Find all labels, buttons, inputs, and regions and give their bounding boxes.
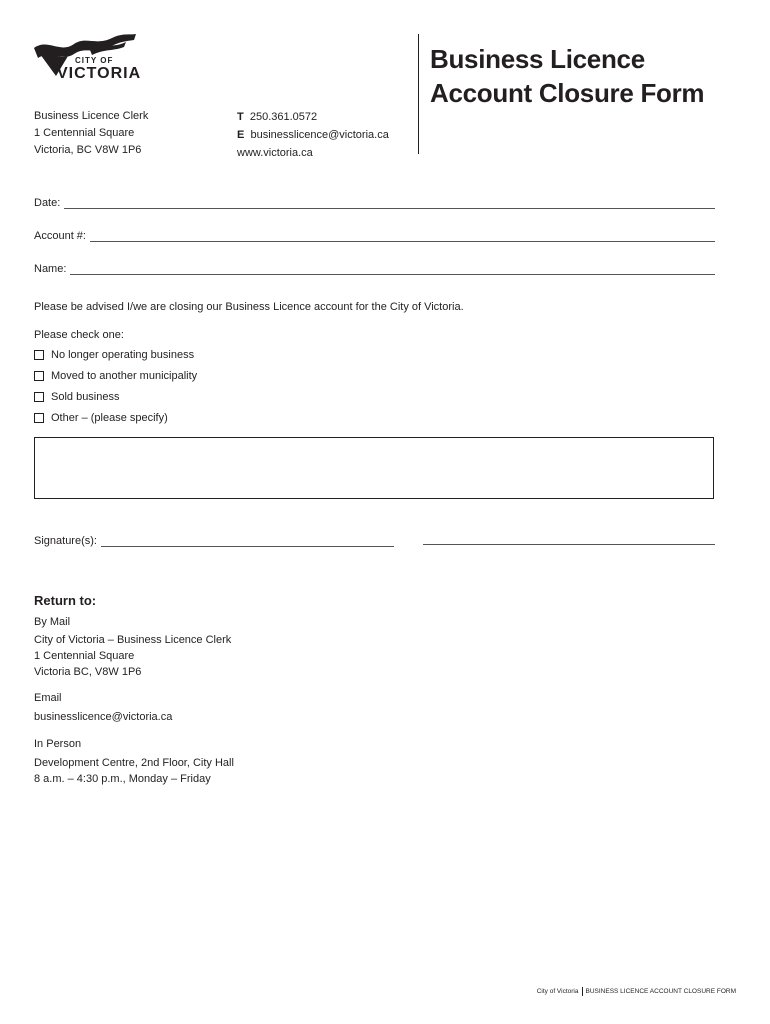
return-email[interactable]: businesslicence@victoria.ca <box>34 711 173 723</box>
email-label: E <box>237 129 245 141</box>
mail-line: Victoria BC, V8W 1P6 <box>34 666 142 678</box>
option-label: Other – (please specify) <box>51 412 168 424</box>
logo-text-victoria: VICTORIA <box>57 65 142 82</box>
option-label: No longer operating business <box>51 349 195 361</box>
account-input-line[interactable] <box>90 232 715 242</box>
footer-separator <box>582 987 583 996</box>
form-title <box>430 42 704 110</box>
signature-line-1[interactable] <box>101 537 394 547</box>
check-prompt: Please check one: <box>34 329 124 341</box>
option-moved[interactable] <box>34 370 197 382</box>
phone-label: T <box>237 111 244 123</box>
office-line: Victoria, BC V8W 1P6 <box>34 144 142 156</box>
form-title-line: Account Closure Form <box>430 78 705 108</box>
phone-number: 250.361.0572 <box>249 111 318 123</box>
footer-form-name: BUSINESS LICENCE ACCOUNT CLOSURE FORM <box>585 988 736 995</box>
email-row <box>237 126 389 144</box>
date-label: Date: <box>34 197 61 209</box>
account-field[interactable] <box>34 230 715 242</box>
logo-text-city-of: CITY OF <box>75 56 114 65</box>
checkbox[interactable] <box>34 413 44 423</box>
name-input-line[interactable] <box>70 265 715 275</box>
form-title-line: Business Licence <box>430 44 645 74</box>
header-divider <box>418 34 419 154</box>
page-footer <box>537 987 736 996</box>
checkbox[interactable] <box>34 371 44 381</box>
return-heading: Return to: <box>34 593 97 608</box>
option-no-longer-operating[interactable] <box>34 349 194 361</box>
option-label: Sold business <box>51 391 120 403</box>
mail-line: 1 Centennial Square <box>34 650 135 662</box>
office-address <box>34 108 148 159</box>
checkbox[interactable] <box>34 350 44 360</box>
option-label: Moved to another municipality <box>51 370 198 382</box>
website-link[interactable]: www.victoria.ca <box>237 147 313 159</box>
date-input-line[interactable] <box>64 199 715 209</box>
in-person-line: Development Centre, 2nd Floor, City Hall <box>34 757 234 769</box>
option-sold[interactable] <box>34 391 120 403</box>
name-label: Name: <box>34 263 67 275</box>
office-line: 1 Centennial Square <box>34 127 135 139</box>
in-person-heading: In Person <box>34 738 82 750</box>
mail-address <box>34 632 231 680</box>
in-person-line: 8 a.m. – 4:30 p.m., Monday – Friday <box>34 773 211 785</box>
signature-line-2[interactable] <box>423 544 715 545</box>
office-line: Business Licence Clerk <box>34 110 149 122</box>
option-other[interactable] <box>34 412 168 424</box>
checkbox[interactable] <box>34 392 44 402</box>
email-address[interactable]: businesslicence@victoria.ca <box>250 129 389 141</box>
signature-label: Signature(s): <box>34 535 97 547</box>
signature-field[interactable] <box>34 535 394 547</box>
in-person-details <box>34 755 234 787</box>
advisory-text: Please be advised I/we are closing our Business Licence account for the City of Victoria. <box>34 301 464 313</box>
account-label: Account #: <box>34 230 86 242</box>
contact-info <box>237 108 389 162</box>
date-field[interactable] <box>34 197 715 209</box>
mail-line: City of Victoria – Business Licence Clerk <box>34 634 232 646</box>
other-specify-box[interactable] <box>34 437 714 499</box>
footer-city: City of Victoria <box>536 988 579 995</box>
name-field[interactable] <box>34 263 715 275</box>
email-heading: Email <box>34 692 62 704</box>
mail-label: By Mail <box>34 616 71 628</box>
city-logo <box>30 30 145 86</box>
phone-row <box>237 108 389 126</box>
